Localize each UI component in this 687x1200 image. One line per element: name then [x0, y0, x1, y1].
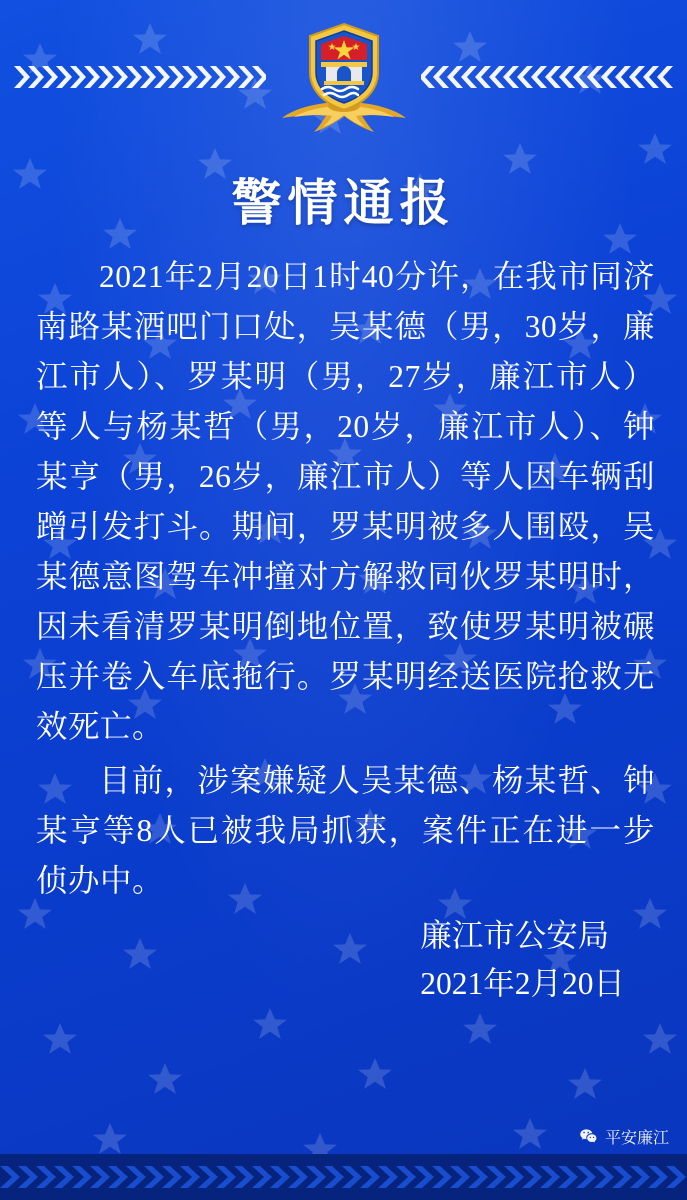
page-title: 警情通报 — [231, 175, 456, 231]
signature-date: 2021年2月20日 — [420, 966, 625, 1001]
notice-paragraph-1: 2021年2月20日1时40分许，在我市同济南路某酒吧门口处，吴某德（男，30岁，廉江市人）、罗某明（男，27岁，廉江市人）等人与杨某哲（男，20岁，廉江市人）、钟某亨（男，26岁，廉江市人）等人因车辆刮蹭引发打斗。期间，罗某明被多人围殴，吴某德意图驾车冲撞对方解救同伙罗某明时，因未看清罗某明倒地位置，致使罗某明被碾压并卷入车底拖行。罗某明经送医院抢救无效死亡。 — [36, 259, 655, 744]
notice-body — [36, 252, 655, 910]
wechat-icon — [579, 1127, 598, 1146]
signature-block — [420, 912, 625, 1008]
notice-paragraph-2: 目前，涉案嫌疑人吴某德、杨某哲、钟某亨等8人已被我局抓获，案件正在进一步侦办中。 — [36, 763, 655, 898]
wechat-account-name: 平安廉江 — [604, 1130, 669, 1147]
police-badge-emblem — [274, 18, 414, 138]
chevron-band-left — [14, 62, 266, 92]
signature-organization: 廉江市公安局 — [420, 918, 610, 953]
wechat-account — [579, 1125, 669, 1148]
chevron-band-right — [421, 62, 673, 92]
chevron-band-bottom — [0, 1154, 687, 1200]
